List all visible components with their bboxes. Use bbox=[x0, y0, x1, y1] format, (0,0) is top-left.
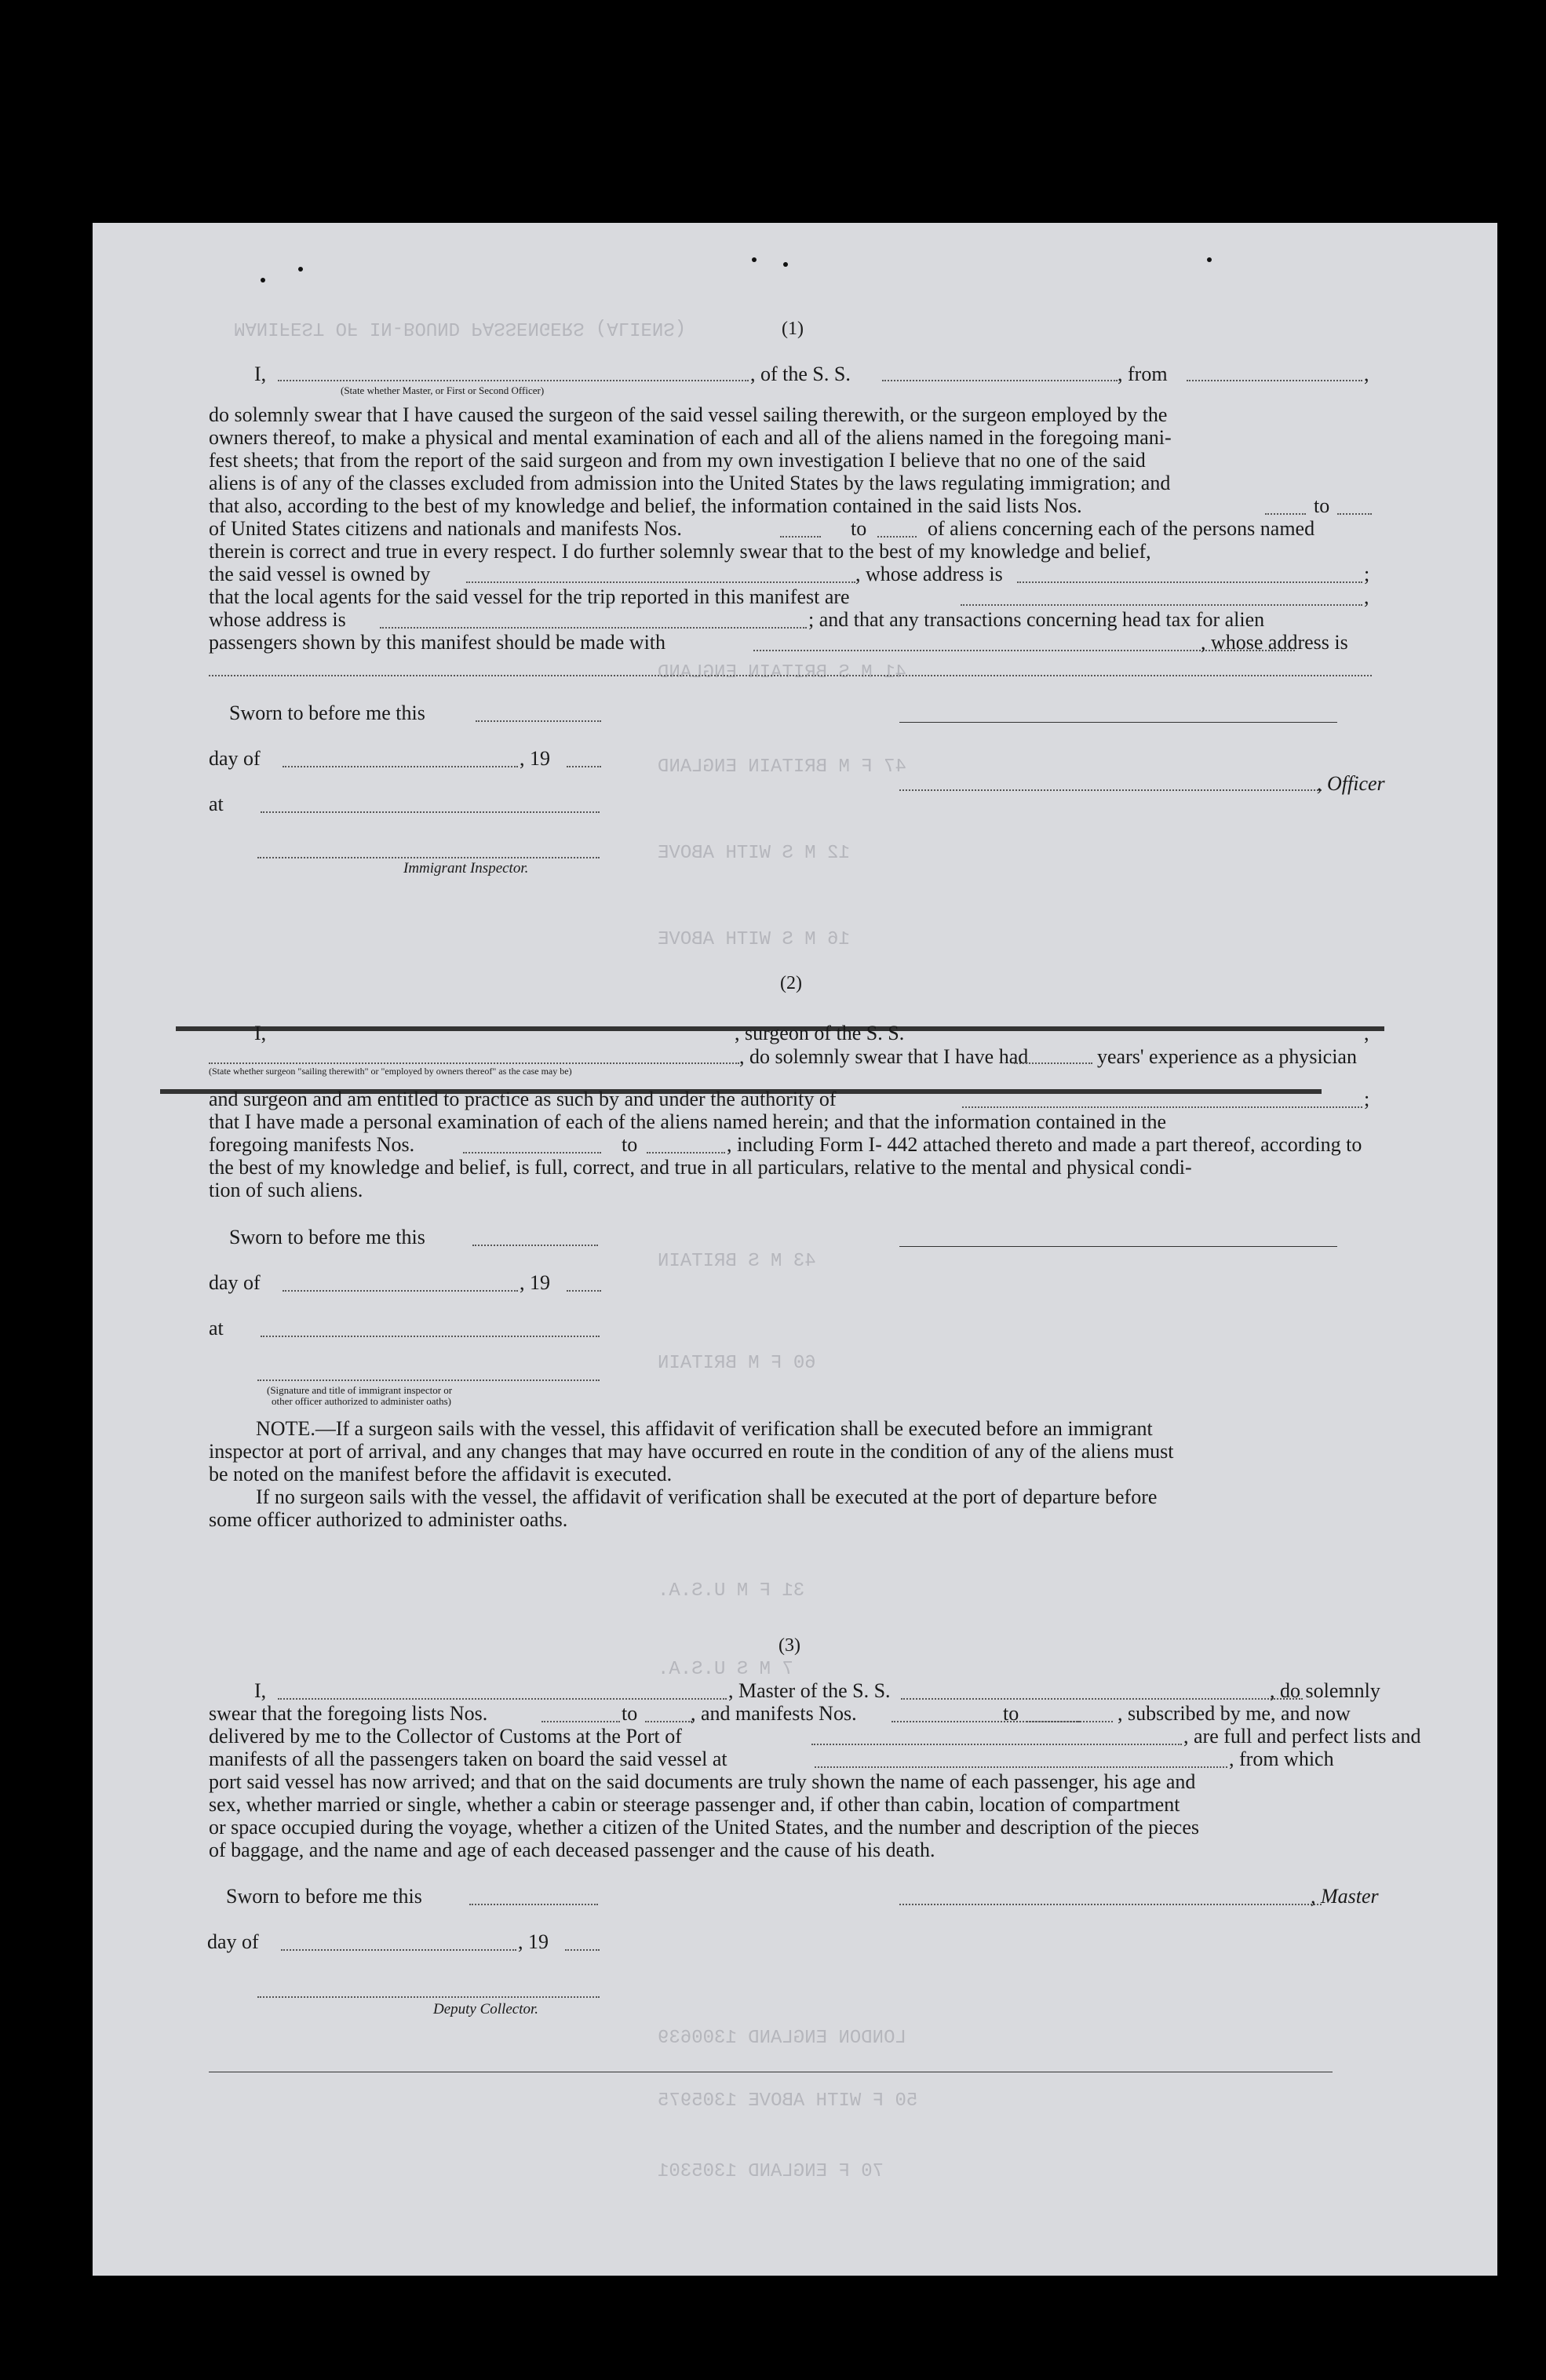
semicolon: ; bbox=[1364, 1088, 1370, 1110]
sworn-label: Sworn to before me this bbox=[226, 1885, 422, 1908]
bleed-through: 16 M S WITH ABOVE bbox=[658, 929, 850, 950]
inspector-signature-field[interactable] bbox=[257, 857, 600, 858]
bleed-through: 43 M S BRITAIN bbox=[658, 1251, 816, 1272]
bleed-through: 70 F ENGLAND 1305301 bbox=[658, 2161, 884, 2182]
year-label: , 19 bbox=[520, 1271, 550, 1294]
section-1-number: (1) bbox=[782, 319, 804, 339]
master-name-field[interactable] bbox=[278, 1698, 727, 1700]
manifests-label: , and manifests Nos. bbox=[691, 1702, 857, 1725]
manifests-to-field[interactable] bbox=[877, 536, 917, 538]
master-title: , Master bbox=[1311, 1885, 1379, 1908]
bleed-through: 12 M S WITH ABOVE bbox=[658, 843, 850, 864]
bleed-through: 7 M S U.S.A. bbox=[658, 1659, 793, 1680]
officer-title-caption: (State whether Master, or First or Second Officer) bbox=[341, 385, 545, 396]
ink-speck bbox=[298, 267, 303, 272]
from-label: , from bbox=[1118, 363, 1168, 385]
surgeon-of-label: , surgeon of the S. S. bbox=[735, 1022, 905, 1044]
place-field[interactable] bbox=[261, 1336, 600, 1337]
surgeon-capacity-field[interactable] bbox=[209, 1062, 739, 1064]
year-field[interactable] bbox=[567, 766, 601, 767]
solemnly-label: , do solemnly bbox=[1270, 1679, 1380, 1702]
to-label: to bbox=[851, 517, 867, 540]
section-2-i: I, bbox=[254, 1022, 267, 1044]
whose-address-label: , whose address is bbox=[855, 563, 1003, 585]
month-field[interactable] bbox=[281, 1949, 516, 1951]
bleed-through: 47 F M BRITAIN ENGLAND bbox=[658, 756, 906, 778]
bleed-through: 60 F M BRITAIN bbox=[658, 1353, 816, 1374]
manifests-to-field[interactable] bbox=[1026, 1721, 1113, 1722]
surgeon-signature-line[interactable] bbox=[899, 1246, 1337, 1247]
manifests-from-field[interactable] bbox=[463, 1152, 601, 1154]
oath-line: foregoing manifests Nos. bbox=[209, 1133, 415, 1156]
comma: , bbox=[1364, 585, 1369, 608]
oath-line: owners thereof, to make a physical and mental examination of each and all of the aliens named in the foregoing mani- bbox=[209, 426, 1172, 449]
signature-caption: (Signature and title of immigrant inspector or bbox=[267, 1384, 453, 1396]
sworn-label: Sworn to before me this bbox=[229, 1226, 425, 1248]
deputy-collector-caption: Deputy Collector. bbox=[433, 2001, 539, 2017]
oath-line: port said vessel has now arrived; and that on the said documents are truly shown the name of each passenger, his age and bbox=[209, 1770, 1196, 1793]
whose-address-label: , whose address is bbox=[1201, 631, 1348, 654]
ink-speck bbox=[1207, 257, 1212, 262]
lists-to-field[interactable] bbox=[645, 1721, 692, 1722]
note-line: some officer authorized to administer oaths. bbox=[209, 1508, 568, 1531]
section-2-number: (2) bbox=[780, 973, 802, 993]
bleed-through: 50 F WITH ABOVE 1305975 bbox=[658, 2090, 918, 2112]
swear-lists-label: swear that the foregoing lists Nos. bbox=[209, 1702, 488, 1725]
oath-line: sex, whether married or single, whether a cabin or steerage passenger and, if other than cabin, location of compartment bbox=[209, 1793, 1180, 1816]
note-line: inspector at port of arrival, and any changes that may have occurred en route in the condition of any of the aliens must bbox=[209, 1440, 1174, 1463]
sworn-date-field[interactable] bbox=[472, 1245, 598, 1246]
place-field[interactable] bbox=[261, 811, 600, 813]
sworn-date-field[interactable] bbox=[476, 720, 601, 722]
oath-line: do solemnly swear that I have caused the surgeon of the said vessel sailing therewith, or the surgeon employed by the bbox=[209, 403, 1168, 426]
bleed-through: 31 F M U.S.A. bbox=[658, 1580, 805, 1602]
departure-port-field[interactable] bbox=[1187, 380, 1362, 381]
officer-signature-field[interactable] bbox=[257, 1380, 600, 1381]
manifest-verification-page bbox=[93, 223, 1497, 2276]
note-line: If no surgeon sails with the vessel, the affidavit of verification shall be executed at the port of departure before bbox=[256, 1485, 1158, 1508]
at-label: at bbox=[209, 1317, 224, 1339]
lists-to-field[interactable] bbox=[1337, 513, 1372, 515]
officer-title: , Officer bbox=[1317, 772, 1385, 795]
manifests-label: manifests of all the passengers taken on board the said vessel at bbox=[209, 1748, 727, 1770]
year-label: , 19 bbox=[518, 1930, 549, 1953]
oath-line: therein is correct and true in every respect. I do further solemnly swear that to the best of my knowledge and belief, bbox=[209, 540, 1151, 563]
section-1-i: I, bbox=[254, 363, 267, 385]
day-of-label: day of bbox=[209, 747, 261, 770]
owner-address-field[interactable] bbox=[1017, 581, 1362, 583]
oath-line: that also, according to the best of my knowledge and belief, the information contained in the said lists Nos. bbox=[209, 494, 1082, 517]
section-3-i: I, bbox=[254, 1679, 267, 1702]
authority-field[interactable] bbox=[962, 1106, 1362, 1108]
to-label: to bbox=[1314, 494, 1330, 517]
year-field[interactable] bbox=[565, 1949, 600, 1951]
perfect-lists-label: , are full and perfect lists and bbox=[1183, 1725, 1421, 1748]
sworn-label: Sworn to before me this bbox=[229, 702, 425, 724]
oath-line: or space occupied during the voyage, whether a citizen of the United States, and the number and description of the pieces bbox=[209, 1816, 1200, 1839]
to-label: to bbox=[1003, 1702, 1019, 1725]
year-field[interactable] bbox=[567, 1290, 601, 1292]
vessel-name-field[interactable] bbox=[882, 380, 1118, 381]
port-field[interactable] bbox=[811, 1744, 1182, 1745]
oath-line: fest sheets; that from the report of the said surgeon and from my own investigation I believe that no one of the said bbox=[209, 449, 1146, 472]
subscribed-label: , subscribed by me, and now bbox=[1118, 1702, 1351, 1725]
comma: , bbox=[1364, 1022, 1369, 1044]
year-label: , 19 bbox=[520, 747, 550, 770]
day-of-label: day of bbox=[209, 1271, 261, 1294]
ink-speck bbox=[261, 278, 265, 282]
of-ss-label: , of the S. S. bbox=[750, 363, 851, 385]
inspector-caption: Immigrant Inspector. bbox=[403, 860, 529, 877]
signature-caption: other officer authorized to administer oaths) bbox=[272, 1395, 451, 1407]
embark-port-field[interactable] bbox=[815, 1766, 1227, 1768]
oath-line-rest: ; and that any transactions concerning head tax for alien bbox=[808, 608, 1265, 631]
vessel-owner-field[interactable] bbox=[466, 581, 855, 583]
oath-line-rest: , including Form I- 442 attached thereto and made a part thereof, according to bbox=[727, 1133, 1362, 1156]
head-tax-address-field[interactable] bbox=[209, 675, 1372, 676]
oath-line: tion of such aliens. bbox=[209, 1179, 363, 1201]
officer-name-field[interactable] bbox=[899, 789, 1322, 791]
collector-signature-field[interactable] bbox=[257, 1996, 600, 1998]
bleed-through: MANIFEST OF IN-BOUND PASSENGERS (ALIENS) bbox=[234, 317, 687, 338]
agents-address-field[interactable] bbox=[380, 627, 807, 629]
local-agents-field[interactable] bbox=[961, 604, 1362, 606]
bleed-through: 41 M S BRITAIN ENGLAND bbox=[658, 662, 906, 683]
officer-title-field[interactable] bbox=[278, 380, 749, 381]
oath-line: that I have made a personal examination of each of the aliens named herein; and that the information contained in the bbox=[209, 1110, 1167, 1133]
day-of-label: day of bbox=[207, 1930, 259, 1953]
month-field[interactable] bbox=[283, 1290, 518, 1292]
semicolon: ; bbox=[1364, 563, 1370, 585]
lists-from-field[interactable] bbox=[541, 1721, 620, 1722]
oath-line: of baggage, and the name and age of each deceased passenger and the cause of his death. bbox=[209, 1839, 935, 1861]
oath-line: the said vessel is owned by bbox=[209, 563, 431, 585]
vessel-name-field[interactable] bbox=[901, 1698, 1303, 1700]
at-label: at bbox=[209, 793, 224, 815]
officer-signature-line[interactable] bbox=[899, 722, 1337, 723]
swear-label: , do solemnly swear that I have had bbox=[739, 1045, 1029, 1068]
note-line: be noted on the manifest before the affidavit is executed. bbox=[209, 1463, 673, 1485]
oath-line: that the local agents for the said vessel for the trip reported in this manifest are bbox=[209, 585, 850, 608]
years-label: years' experience as a physician bbox=[1097, 1045, 1357, 1068]
master-signature-field[interactable] bbox=[899, 1904, 1322, 1905]
comma: , bbox=[1364, 363, 1369, 385]
master-of-label: , Master of the S. S. bbox=[728, 1679, 891, 1702]
oath-line: the best of my knowledge and belief, is full, correct, and true in all particulars, relative to the mental and physical condi- bbox=[209, 1156, 1192, 1179]
ink-speck bbox=[752, 257, 757, 262]
manifests-from-field[interactable] bbox=[780, 536, 821, 538]
oath-line: of United States citizens and nationals and manifests Nos. bbox=[209, 517, 682, 540]
to-label: to bbox=[622, 1702, 638, 1725]
month-field[interactable] bbox=[283, 766, 518, 767]
delivered-label: delivered by me to the Collector of Customs at the Port of bbox=[209, 1725, 682, 1748]
lists-from-field[interactable] bbox=[1265, 513, 1306, 515]
ink-speck bbox=[783, 262, 788, 267]
note-line: NOTE.—If a surgeon sails with the vessel, this affidavit of verification shall be executed before an immigrant bbox=[256, 1417, 1153, 1440]
authority-line: and surgeon and am entitled to practice as such by and under the authority of bbox=[209, 1088, 837, 1110]
oath-line: whose address is bbox=[209, 608, 346, 631]
manifests-to-field[interactable] bbox=[647, 1152, 725, 1154]
section-1-oath bbox=[209, 403, 1372, 494]
years-field[interactable] bbox=[1014, 1062, 1092, 1064]
sworn-date-field[interactable] bbox=[469, 1904, 598, 1905]
bleed-through: LONDON ENGLAND 1300639 bbox=[658, 2028, 906, 2049]
from-which-label: , from which bbox=[1229, 1748, 1334, 1770]
oath-line-rest: of aliens concerning each of the persons named bbox=[928, 517, 1315, 540]
to-label: to bbox=[622, 1133, 638, 1156]
surgeon-capacity-caption: (State whether surgeon "sailing therewith" or "employed by owners thereof" as the case may be) bbox=[209, 1066, 572, 1077]
section-3-number: (3) bbox=[778, 1635, 800, 1656]
oath-line: passengers shown by this manifest should be made with bbox=[209, 631, 666, 654]
oath-line: aliens is of any of the classes excluded from admission into the United States by the laws regulating immigration; and bbox=[209, 472, 1171, 494]
